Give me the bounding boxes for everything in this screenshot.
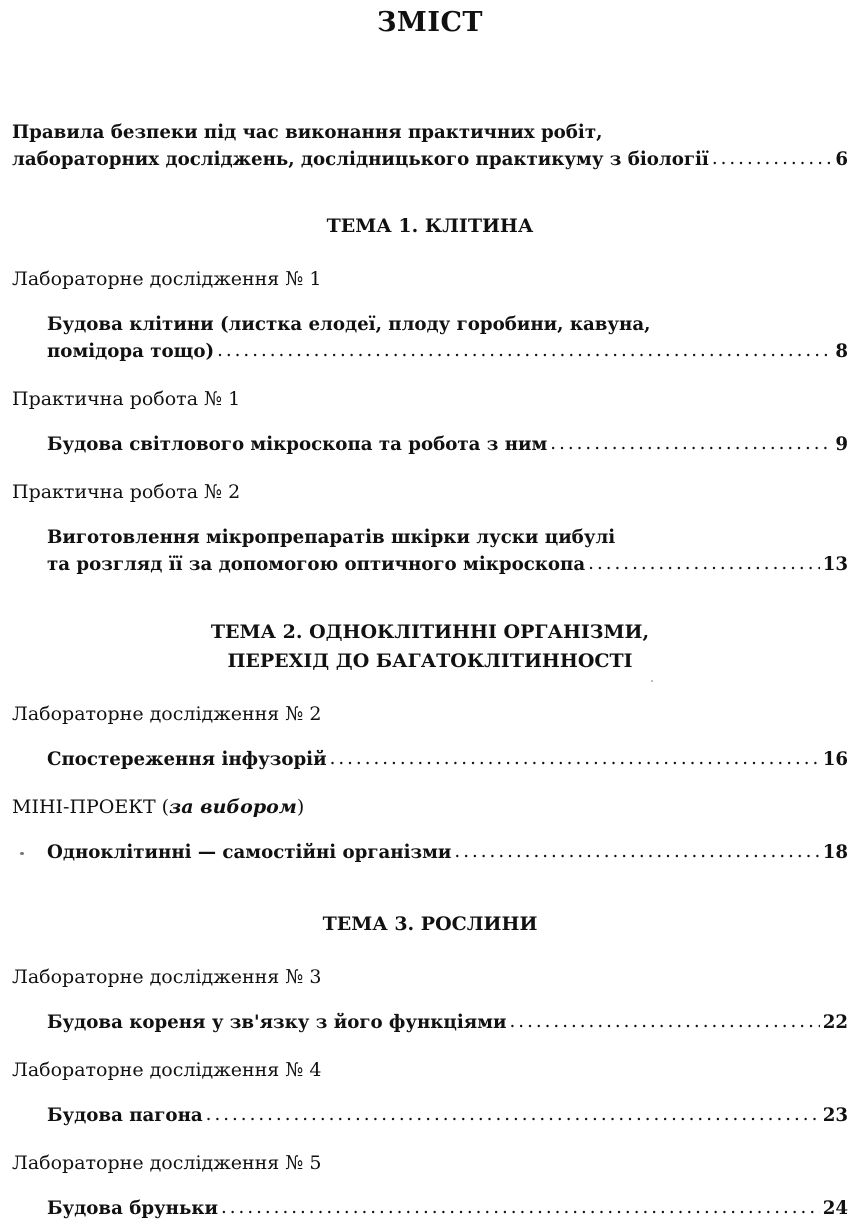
toc-entry-text-line: Правила безпеки під час виконання практичних робіт, [12, 122, 603, 143]
toc-entry[interactable] [12, 1009, 848, 1036]
toc-entry-last-line [47, 1102, 848, 1129]
scan-speck [20, 852, 24, 855]
group-label: Практична робота № 1 [12, 388, 241, 410]
toc-entry-last-line [47, 1009, 848, 1036]
toc-entry-last-line [47, 431, 848, 458]
toc-entry[interactable] [12, 431, 848, 458]
group-label: Лабораторне дослідження № 1 [12, 268, 322, 290]
page-number: 9 [835, 434, 848, 455]
toc-entry-text-line: Одноклітинні — самостійні організми [47, 842, 452, 863]
topic-heading-line: ПЕРЕХІД ДО БАГАТОКЛІТИННОСТІ [227, 650, 633, 672]
page-number: 18 [822, 842, 848, 863]
page-number: 23 [822, 1105, 848, 1126]
toc-group [12, 1056, 848, 1129]
dot-leader [206, 1101, 820, 1128]
dot-leader [217, 337, 832, 364]
toc-entry-last-line [47, 551, 848, 578]
toc-entry-text-line: Будова світлового мікроскопа та робота з ним [47, 434, 548, 455]
topic-section-2 [12, 618, 848, 866]
toc-entry-text-line: Будова клітини (листка елодеї, плоду горобини, кавуна, [47, 314, 651, 335]
page-number: 24 [822, 1198, 848, 1219]
topic-heading: ТЕМА 3. РОСЛИНИ [322, 913, 538, 935]
toc-entry-last-line [12, 146, 848, 173]
toc-group [12, 265, 848, 365]
group-label-main: МІНІ-ПРОЕКТ ( [12, 796, 170, 818]
toc-entry-text-line: Будова бруньки [47, 1198, 218, 1219]
topic-heading [12, 618, 848, 676]
page-number: 13 [822, 554, 848, 575]
group-label-mini-project [12, 793, 848, 821]
toc-entry-text-line: Виготовлення мікропрепаратів шкірки луски цибулі [47, 527, 616, 548]
group-label: Лабораторне дослідження № 4 [12, 1059, 322, 1081]
page-title: ЗМІСТ [376, 7, 484, 38]
group-label-end: ) [296, 796, 305, 818]
page-number: 16 [822, 749, 848, 770]
page-number: 22 [822, 1012, 848, 1033]
toc-entry-last-line [47, 338, 848, 365]
toc-group [12, 478, 848, 578]
page-number: 8 [835, 341, 848, 362]
toc-entry[interactable] [12, 839, 848, 866]
toc-entry-text-line: Спостереження інфузорій [47, 749, 327, 770]
toc-entry[interactable] [12, 524, 848, 578]
dot-leader [712, 145, 833, 172]
group-label: Лабораторне дослідження № 2 [12, 703, 322, 725]
toc-entry-text-line: Будова кореня у зв'язку з його функціями [47, 1012, 507, 1033]
topic-section-1 [12, 212, 848, 578]
toc-entry-text-line: лабораторних досліджень, дослідницького практикуму з біології [12, 149, 709, 170]
toc-entry-last-line [47, 839, 848, 866]
group-label-italic: за вибором [169, 796, 297, 818]
toc-group [12, 793, 848, 866]
dot-leader [550, 430, 832, 457]
page-number: 6 [835, 149, 848, 170]
scan-speck [651, 680, 653, 682]
toc-entry-text-line: Будова пагона [47, 1105, 203, 1126]
toc-entry-text-line: та розгляд її за допомогою оптичного мікроскопа [47, 554, 586, 575]
toc-group [12, 963, 848, 1036]
toc-entry[interactable] [12, 746, 848, 773]
dot-leader [330, 745, 820, 772]
toc-entry[interactable] [12, 1195, 848, 1222]
dot-leader [454, 838, 819, 865]
group-label: Лабораторне дослідження № 3 [12, 966, 322, 988]
group-label: Лабораторне дослідження № 5 [12, 1152, 322, 1174]
toc-entry-safety-rules[interactable] [12, 119, 848, 173]
toc-entry-last-line [47, 746, 848, 773]
toc-entry[interactable] [12, 311, 848, 365]
toc-group [12, 385, 848, 458]
dot-leader [510, 1008, 820, 1035]
dot-leader [221, 1194, 820, 1221]
topic-heading-line: ТЕМА 2. ОДНОКЛІТИННІ ОРГАНІЗМИ, [210, 621, 650, 643]
toc-group [12, 700, 848, 773]
toc-entry-last-line [47, 1195, 848, 1222]
toc-entry[interactable] [12, 1102, 848, 1129]
toc-group [12, 1149, 848, 1222]
group-label: Практична робота № 2 [12, 481, 241, 503]
toc-entry-text-line: помідора тощо) [47, 341, 215, 362]
topic-heading: ТЕМА 1. КЛІТИНА [326, 215, 534, 237]
dot-leader [588, 550, 820, 577]
topic-section-3 [12, 910, 848, 1222]
